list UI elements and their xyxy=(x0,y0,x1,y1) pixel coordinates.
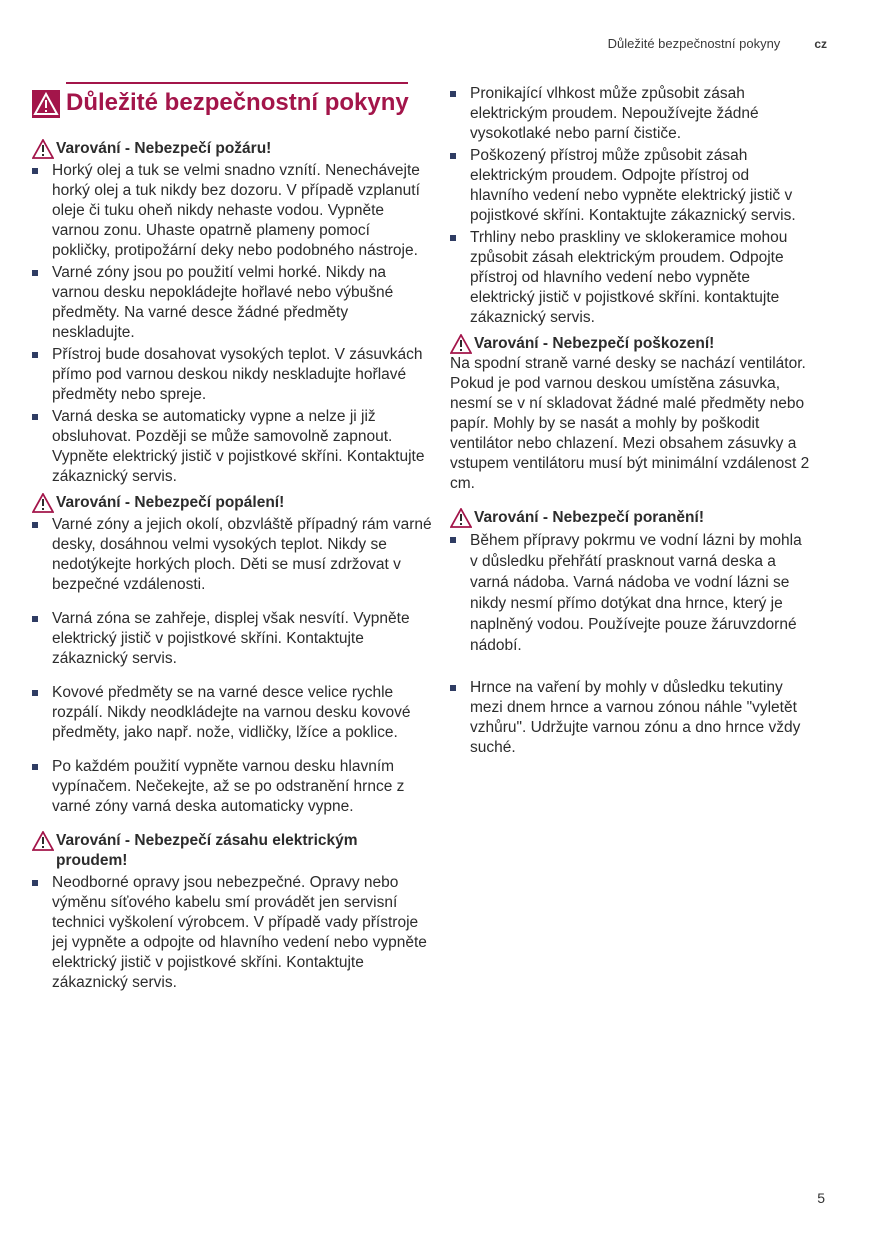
warning-heading: Varování - Nebezpečí zásahu elektrickým proudem! xyxy=(32,831,432,871)
list-item: Pronikající vlhkost může způsobit zásah elektrickým proudem. Nepoužívejte žádné vysokotlaké nebo parní čističe. xyxy=(450,84,810,144)
list-item: Po každém použití vypněte varnou desku hlavním vypínačem. Nečekejte, až se po odstranění hrnce z varné zóny varná deska automaticky vypne. xyxy=(32,757,432,817)
list-item: Varná deska se automaticky vypne a nelze ji již obsluhovat. Později se může samovolně zapnout. Vypněte elektrický jistič v pojistkové skříni. Kontaktujte zákaznický servis. xyxy=(32,407,432,487)
bullet xyxy=(32,352,38,358)
bullet xyxy=(450,685,456,691)
shock-continued-list xyxy=(450,84,810,328)
right-column xyxy=(450,82,810,764)
warning-paragraph: Na spodní straně varné desky se nachází ventilátor. Pokud je pod varnou deskou umístěna zásuvka, nesmí se v ní skladovat žádné malé předměty nebo papír. Mohly by se nasát a mohly by poškodit ventilátor nebo chlazení. Mezi obsahem zásuvky a vstupem ventilátoru musí být minimální vzdálenost 2 cm. xyxy=(450,355,810,492)
warning-injury xyxy=(450,508,810,758)
page-title: Důležité bezpečnostní pokyny xyxy=(66,89,409,116)
language-code: cz xyxy=(814,37,827,51)
bullet xyxy=(32,690,38,696)
title-rule xyxy=(66,82,408,84)
list-item: Neodborné opravy jsou nebezpečné. Opravy nebo výměnu síťového kabelu smí provádět jen servisní technici vyškolení výrobcem. V případě vady přístroje jej vypněte a odpojte od hlavního vedení nebo vypněte elektrický jistič v pojistkové skříni. Kontaktujte zákaznický servis. xyxy=(32,873,432,993)
section-title-block xyxy=(32,82,432,117)
bullet xyxy=(32,414,38,420)
warning-heading: Varování - Nebezpečí popálení! xyxy=(32,493,432,513)
warning-heading: Varování - Nebezpečí poškození! xyxy=(450,334,810,354)
list-item: Horký olej a tuk se velmi snadno vznítí. Nenechávejte horký olej a tuk nikdy bez dozoru. V případě vzplanutí oleje či tuku oheň nikdy nehaste vodou. Vypněte varnou zonu. Uhaste opatrně plameny pomocí pokličky, protipožární deky nebo podobného nástroje. xyxy=(32,161,432,261)
warning-heading: Varování - Nebezpečí poranění! xyxy=(450,508,810,528)
list-item: Varná zóna se zahřeje, displej však nesvítí. Vypněte elektrický jistič v pojistkové skříni. Kontaktujte zákaznický servis. xyxy=(32,609,432,669)
warning-fire xyxy=(32,139,432,487)
list-item: Trhliny nebo praskliny ve sklokeramice mohou způsobit zásah elektrickým proudem. Odpojte přístroj od hlavního vedení nebo vypněte elektrický jistič v pojistkové skříni. kontaktujte zákaznický servis. xyxy=(450,228,810,328)
warning-damage xyxy=(450,334,810,494)
bullet xyxy=(450,153,456,159)
warning-triangle-icon xyxy=(32,831,54,851)
list-item: Poškozený přístroj může způsobit zásah elektrickým proudem. Odpojte přístroj od hlavního vedení nebo vypněte elektrický jistič v pojistkové skříni. Kontaktujte zákaznický servis. xyxy=(450,146,810,226)
bullet xyxy=(32,522,38,528)
warning-heading: Varování - Nebezpečí požáru! xyxy=(32,139,432,159)
bullet xyxy=(450,537,456,543)
list-item: Během přípravy pokrmu ve vodní lázni by mohla v důsledku přehřátí prasknout varná deska a varná nádoba. Varná nádoba ve vodní lázni se nikdy nesmí přímo dotýkat dna hrnce, který je naplněný vodou. Používejte pouze žáruvzdorné nádobí. xyxy=(450,530,810,656)
bullet xyxy=(32,616,38,622)
warning-triangle-icon xyxy=(450,508,472,528)
page-number: 5 xyxy=(817,1190,825,1206)
bullet xyxy=(32,168,38,174)
warning-electric-shock xyxy=(32,831,432,993)
running-header xyxy=(608,36,827,51)
bullet xyxy=(450,91,456,97)
warning-triangle-icon xyxy=(32,139,54,159)
bullet xyxy=(32,880,38,886)
bullet xyxy=(450,235,456,241)
list-item: Přístroj bude dosahovat vysokých teplot. V zásuvkách přímo pod varnou deskou nikdy neskladujte hořlavé předměty nebo spreje. xyxy=(32,345,432,405)
list-item: Hrnce na vaření by mohly v důsledku tekutiny mezi dnem hrnce a varnou zónou náhle "vyletět vzhůru". Udržujte varnou zónu a dno hrnce vždy suché. xyxy=(450,678,810,758)
list-item: Kovové předměty se na varné desce velice rychle rozpálí. Nikdy neodkládejte na varnou desku kovové předměty, jako např. nože, vidličky, lžíce a poklice. xyxy=(32,683,432,743)
bullet xyxy=(32,764,38,770)
list-item: Varné zóny jsou po použití velmi horké. Nikdy na varnou desku nepokládejte hořlavé nebo výbušné předměty. Na varné desce žádné předměty neskladujte. xyxy=(32,263,432,343)
left-column xyxy=(32,82,432,999)
warning-triangle-icon xyxy=(32,493,54,513)
bullet xyxy=(32,270,38,276)
warning-triangle-icon xyxy=(450,334,472,354)
warning-box-icon xyxy=(32,90,60,116)
warning-burn xyxy=(32,493,432,817)
running-header-title: Důležité bezpečnostní pokyny xyxy=(607,36,781,51)
list-item: Varné zóny a jejich okolí, obzvláště případný rám varné desky, dosáhnou velmi vysokých teplot. Nikdy se nedotýkejte horkých ploch. Děti se musí zdržovat v bezpečné vzdálenosti. xyxy=(32,515,432,595)
